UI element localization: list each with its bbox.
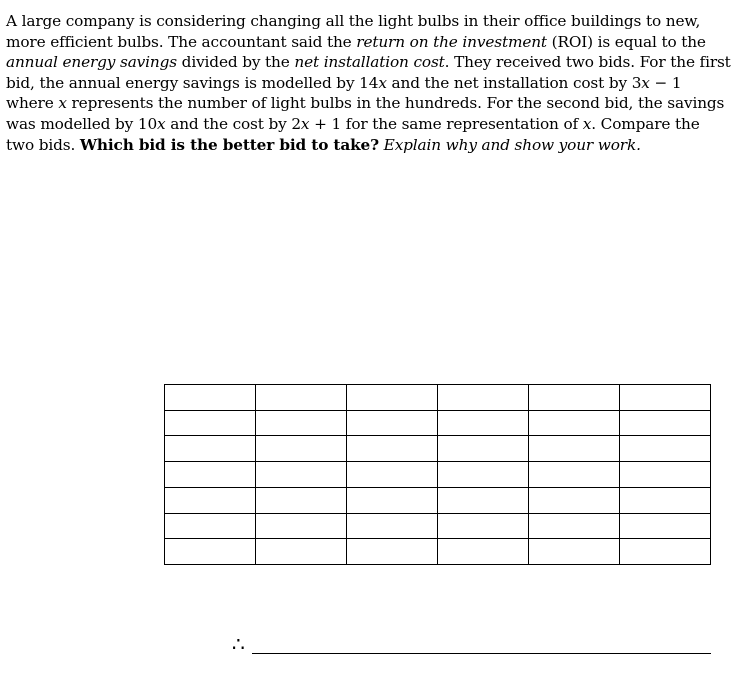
bid2-cost-coefficient: 2 <box>291 114 301 133</box>
table-cell[interactable] <box>438 385 529 411</box>
table-row <box>165 410 711 436</box>
bid2-savings-expression <box>138 115 166 133</box>
table-cell[interactable] <box>529 539 620 565</box>
bid1-savings-variable: x <box>378 73 387 92</box>
table-cell[interactable] <box>256 385 347 411</box>
problem-text-3: divided by the <box>176 53 295 72</box>
bid1-cost-variable: x <box>641 73 650 92</box>
table-cell[interactable] <box>347 410 438 436</box>
bid1-savings-expression <box>359 74 387 92</box>
question-text: Which bid is the better bid to take? <box>79 135 379 154</box>
therefore-symbol: ∴ <box>232 632 245 656</box>
table-cell[interactable] <box>347 436 438 462</box>
answer-line[interactable] <box>252 653 711 654</box>
table-cell[interactable] <box>620 539 711 565</box>
table-cell[interactable] <box>165 410 256 436</box>
table-cell[interactable] <box>165 462 256 488</box>
x-variable-2: x <box>582 114 592 133</box>
table-cell[interactable] <box>529 410 620 436</box>
table-cell[interactable] <box>620 436 711 462</box>
problem-text-5: and the net installation cost by <box>386 73 632 92</box>
work-table-body <box>165 385 711 565</box>
table-cell[interactable] <box>438 462 529 488</box>
problem-text-7: represents the number of light bulbs in the hundreds. For the second bid, the savings was modelled by <box>6 94 725 133</box>
bid1-cost-coefficient: 3 <box>631 73 642 92</box>
work-table[interactable] <box>164 384 711 565</box>
problem-text-9: for the same representation of <box>341 114 583 133</box>
table-row <box>165 436 711 462</box>
table-cell[interactable] <box>256 410 347 436</box>
table-cell[interactable] <box>347 385 438 411</box>
roi-term: return on the investment <box>356 32 547 51</box>
bid2-savings-variable: x <box>157 114 166 133</box>
savings-term: annual energy savings <box>6 53 177 72</box>
table-cell[interactable] <box>347 539 438 565</box>
bid1-cost-constant: − 1 <box>649 73 682 92</box>
table-cell[interactable] <box>529 385 620 411</box>
table-cell[interactable] <box>529 513 620 539</box>
problem-text-4: . They received two bids. For the first bid, the annual energy savings is modelled by <box>6 53 731 92</box>
table-cell[interactable] <box>347 513 438 539</box>
table-row <box>165 385 711 411</box>
table-cell[interactable] <box>256 436 347 462</box>
problem-text-2: (ROI) is equal to the <box>546 32 706 51</box>
table-cell[interactable] <box>165 436 256 462</box>
table-cell[interactable] <box>165 385 256 411</box>
table-row <box>165 487 711 513</box>
table-cell[interactable] <box>256 539 347 565</box>
problem-statement <box>6 11 731 155</box>
table-cell[interactable] <box>438 513 529 539</box>
table-cell[interactable] <box>256 513 347 539</box>
table-cell[interactable] <box>620 385 711 411</box>
table-cell[interactable] <box>529 462 620 488</box>
table-cell[interactable] <box>620 462 711 488</box>
table-cell[interactable] <box>620 513 711 539</box>
table-cell[interactable] <box>256 487 347 513</box>
table-row <box>165 539 711 565</box>
table-cell[interactable] <box>165 487 256 513</box>
table-cell[interactable] <box>256 462 347 488</box>
bid1-savings-coefficient: 14 <box>359 73 379 92</box>
table-cell[interactable] <box>620 487 711 513</box>
problem-text-1: A large company is considering changing all the light bulbs in their office buildings to new, more efficient bulbs. The accountant said the <box>6 12 701 51</box>
problem-text-6: where <box>6 94 59 113</box>
table-cell[interactable] <box>620 410 711 436</box>
bid2-cost-constant: + 1 <box>309 114 342 133</box>
bid2-savings-coefficient: 10 <box>137 114 158 133</box>
table-cell[interactable] <box>165 513 256 539</box>
cost-term: net installation cost <box>294 53 445 72</box>
table-cell[interactable] <box>347 487 438 513</box>
table-cell[interactable] <box>165 539 256 565</box>
table-cell[interactable] <box>438 410 529 436</box>
bid2-cost-variable: x <box>300 114 310 133</box>
table-cell[interactable] <box>347 462 438 488</box>
table-cell[interactable] <box>438 436 529 462</box>
x-variable: x <box>58 94 67 113</box>
problem-text-10: . Compare the two bids. <box>6 114 700 154</box>
problem-text-8: and the cost by <box>165 114 292 133</box>
table-cell[interactable] <box>529 487 620 513</box>
table-cell[interactable] <box>529 436 620 462</box>
bid2-cost-expression <box>291 115 341 133</box>
table-cell[interactable] <box>438 487 529 513</box>
table-row <box>165 462 711 488</box>
instruction-text: Explain why and show your work. <box>383 135 641 154</box>
table-row <box>165 513 711 539</box>
table-cell[interactable] <box>438 539 529 565</box>
bid1-cost-expression <box>632 74 682 92</box>
